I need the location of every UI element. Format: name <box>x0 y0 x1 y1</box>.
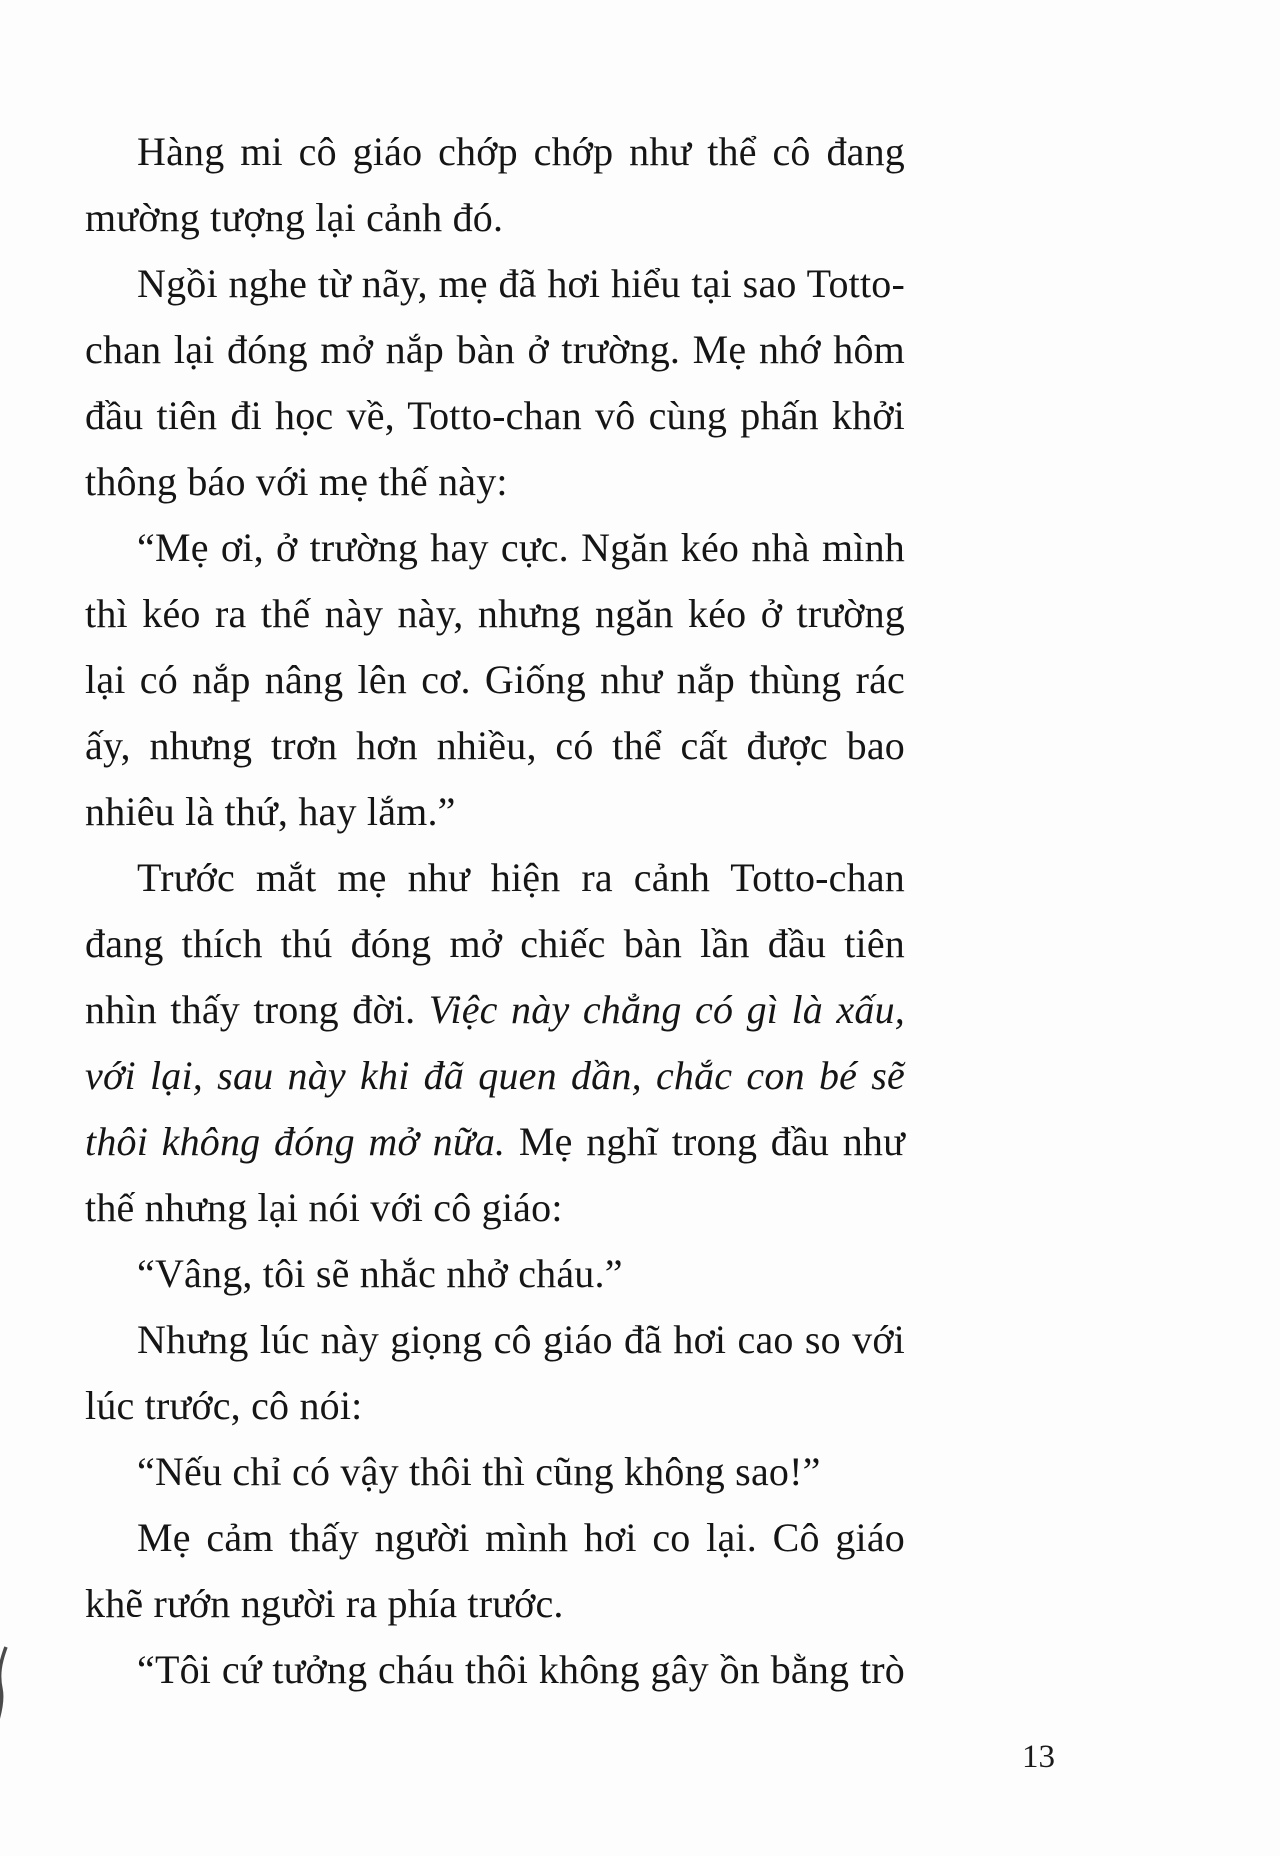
text-line: khẽ rướn người ra phía trước. <box>85 1581 564 1626</box>
text-line: Hàng mi cô giáo chớp chớp như thể cô đang <box>137 129 905 174</box>
scan-artifact-ink-mark <box>0 1645 14 1725</box>
text-line: Ngồi nghe từ nãy, mẹ đã hơi hiểu tại sao Totto- <box>137 261 905 306</box>
text-line: “Tôi cứ tưởng cháu thôi không gây ồn bằng trò <box>137 1647 905 1692</box>
text-line: đang thích thú đóng mở chiếc bàn lần đầu tiên <box>85 921 905 966</box>
text-segment-italic: thôi không đóng mở nữa. <box>85 1119 506 1164</box>
text-line: đầu tiên đi học về, Totto-chan vô cùng phấn khởi <box>85 393 905 438</box>
text-line: mường tượng lại cảnh đó. <box>85 195 504 240</box>
text-line: “Nếu chỉ có vậy thôi thì cũng không sao!” <box>137 1449 821 1494</box>
text-line <box>85 977 905 1043</box>
text-line: lúc trước, cô nói: <box>85 1383 363 1428</box>
text-line: Mẹ cảm thấy người mình hơi co lại. Cô giáo <box>137 1515 905 1560</box>
text-line: Nhưng lúc này giọng cô giáo đã hơi cao so với <box>137 1317 905 1362</box>
body-text <box>85 119 905 1703</box>
text-line: thông báo với mẹ thế này: <box>85 459 508 504</box>
text-line-italic: với lại, sau này khi đã quen dần, chắc con bé sẽ <box>85 1053 905 1098</box>
text-line: nhiêu là thứ, hay lắm.” <box>85 789 456 834</box>
text-line <box>85 1109 905 1175</box>
text-segment: Mẹ nghĩ trong đầu như <box>505 1119 905 1164</box>
text-line: thì kéo ra thế này này, nhưng ngăn kéo ở trường <box>85 591 905 636</box>
text-line: “Vâng, tôi sẽ nhắc nhở cháu.” <box>137 1251 623 1296</box>
text-line: Trước mắt mẹ như hiện ra cảnh Totto-chan <box>137 855 905 900</box>
text-segment-italic: Việc này chẳng có gì là xấu, <box>428 987 905 1032</box>
text-line: chan lại đóng mở nắp bàn ở trường. Mẹ nhớ hôm <box>85 327 905 372</box>
text-line: “Mẹ ơi, ở trường hay cực. Ngăn kéo nhà mình <box>137 525 905 570</box>
text-segment: nhìn thấy trong đời. <box>85 987 429 1032</box>
text-line: thế nhưng lại nói với cô giáo: <box>85 1185 563 1230</box>
page-number: 13 <box>1022 1739 1055 1775</box>
text-line: ấy, nhưng trơn hơn nhiều, có thể cất được bao <box>85 723 905 768</box>
text-line: lại có nắp nâng lên cơ. Giống như nắp thùng rác <box>85 657 905 702</box>
